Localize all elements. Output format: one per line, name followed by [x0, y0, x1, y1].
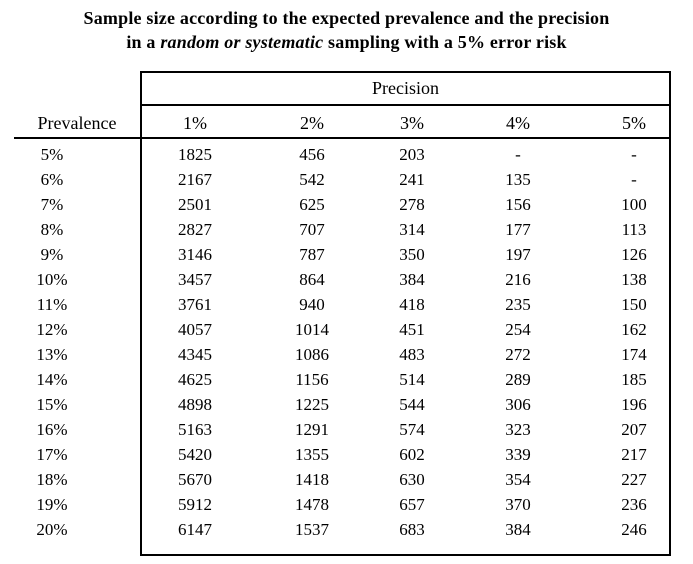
sample-size-cell: 236 [621, 495, 647, 514]
table-row [0, 267, 693, 292]
sample-size-cell: 384 [505, 520, 531, 539]
table-top-border [140, 71, 671, 73]
column-header-4: 4% [506, 113, 530, 133]
sample-size-cell: 100 [621, 195, 647, 214]
sample-size-cell: 657 [399, 495, 425, 514]
prevalence-cell: 7% [40, 195, 64, 214]
prevalence-cell: 12% [36, 320, 68, 339]
table-row [0, 367, 693, 392]
prevalence-cell: 5% [40, 145, 64, 164]
sample-size-cell: 227 [621, 470, 647, 489]
sample-size-cell: 174 [621, 345, 647, 364]
prevalence-cell: 16% [36, 420, 68, 439]
sample-size-cell: 6147 [178, 520, 212, 539]
table-row [0, 167, 693, 192]
sample-size-cell: 113 [621, 220, 647, 239]
sample-size-cell: 241 [399, 170, 425, 189]
sample-size-cell: 306 [505, 395, 531, 414]
sample-size-cell: 625 [299, 195, 325, 214]
sample-size-cell: 272 [505, 345, 531, 364]
table-row [0, 142, 693, 167]
sample-size-cell: 1156 [295, 370, 329, 389]
table-row [0, 192, 693, 217]
table-row [0, 292, 693, 317]
sample-size-cell: 574 [399, 420, 425, 439]
sample-size-cell: 542 [299, 170, 325, 189]
sample-size-cell: 1825 [178, 145, 212, 164]
precision-group-header: Precision [372, 78, 439, 98]
sample-size-cell: 1225 [295, 395, 329, 414]
sample-size-cell: 1478 [295, 495, 329, 514]
sample-size-cell: 787 [299, 245, 325, 264]
sample-size-cell: 135 [505, 170, 531, 189]
title-line-2-prefix: in a [126, 32, 161, 52]
sample-size-cell: 483 [399, 345, 425, 364]
sample-size-cell: 203 [399, 145, 425, 164]
sample-size-cell: 5670 [178, 470, 212, 489]
sample-size-cell: 4057 [178, 320, 212, 339]
title-line-2 [0, 30, 693, 54]
sample-size-cell: 707 [299, 220, 325, 239]
sample-size-cell: - [631, 145, 637, 164]
title-line-1: Sample size according to the expected prevalence and the precision [83, 8, 610, 28]
column-header-5: 5% [622, 113, 646, 133]
sample-size-cell: 2827 [178, 220, 212, 239]
title-line-2-italic: random or systematic [160, 32, 324, 52]
sample-size-cell: 544 [399, 395, 425, 414]
prevalence-column-header: Prevalence [37, 113, 117, 133]
table-row [0, 342, 693, 367]
sample-size-cell: 1086 [295, 345, 329, 364]
sample-size-cell: 254 [505, 320, 531, 339]
sample-size-cell: 630 [399, 470, 425, 489]
sample-size-cell: 278 [399, 195, 425, 214]
table-bottom-border [140, 554, 671, 556]
sample-size-cell: 683 [399, 520, 425, 539]
precision-header-divider [140, 104, 671, 106]
sample-size-cell: 197 [505, 245, 531, 264]
sample-size-cell: 3761 [178, 295, 212, 314]
sample-size-cell: 602 [399, 445, 425, 464]
sample-size-cell: 207 [621, 420, 647, 439]
sample-size-cell: - [515, 145, 521, 164]
prevalence-cell: 9% [40, 245, 64, 264]
sample-size-cell: 196 [621, 395, 647, 414]
sample-size-cell: 156 [505, 195, 531, 214]
prevalence-cell: 13% [36, 345, 68, 364]
sample-size-cell: 940 [299, 295, 325, 314]
sample-size-cell: 5420 [178, 445, 212, 464]
table-row [0, 442, 693, 467]
sample-size-cell: 864 [299, 270, 325, 289]
sample-size-cell: 314 [399, 220, 425, 239]
prevalence-cell: 11% [36, 295, 68, 314]
sample-size-cell: 451 [399, 320, 425, 339]
sample-size-cell: 418 [399, 295, 425, 314]
sample-size-cell: 5912 [178, 495, 212, 514]
sample-size-cell: 150 [621, 295, 647, 314]
sample-size-cell: 3146 [178, 245, 212, 264]
column-header-1: 1% [183, 113, 207, 133]
table-body [0, 142, 693, 542]
sample-size-cell: 185 [621, 370, 647, 389]
sample-size-cell: 5163 [178, 420, 212, 439]
sample-size-cell: 138 [621, 270, 647, 289]
table-row [0, 242, 693, 267]
table-row [0, 317, 693, 342]
table-row [0, 492, 693, 517]
table-row [0, 467, 693, 492]
prevalence-cell: 10% [36, 270, 68, 289]
sample-size-cell: 2167 [178, 170, 212, 189]
column-header-2: 2% [300, 113, 324, 133]
table-title [0, 6, 693, 54]
prevalence-cell: 15% [36, 395, 68, 414]
prevalence-cell: 8% [40, 220, 64, 239]
sample-size-cell: 217 [621, 445, 647, 464]
prevalence-cell: 6% [40, 170, 64, 189]
prevalence-cell: 14% [36, 370, 68, 389]
sample-size-cell: 1537 [295, 520, 329, 539]
sample-size-cell: 354 [505, 470, 531, 489]
prevalence-cell: 18% [36, 470, 68, 489]
sample-size-cell: 216 [505, 270, 531, 289]
sample-size-cell: 1014 [295, 320, 329, 339]
sample-size-cell: 339 [505, 445, 531, 464]
sample-size-cell: 4898 [178, 395, 212, 414]
column-header-divider [14, 137, 671, 139]
sample-size-cell: 162 [621, 320, 647, 339]
sample-size-cell: 1418 [295, 470, 329, 489]
table-row [0, 517, 693, 542]
sample-size-cell: 350 [399, 245, 425, 264]
sample-size-cell: 177 [505, 220, 531, 239]
sample-size-cell: 246 [621, 520, 647, 539]
title-line-2-suffix: sampling with a 5% error risk [323, 32, 567, 52]
sample-size-cell: 2501 [178, 195, 212, 214]
sample-size-cell: 4345 [178, 345, 212, 364]
sample-size-cell: 3457 [178, 270, 212, 289]
sample-size-cell: 1355 [295, 445, 329, 464]
sample-size-cell: 4625 [178, 370, 212, 389]
sample-size-cell: 289 [505, 370, 531, 389]
sample-size-cell: 323 [505, 420, 531, 439]
sample-size-cell: 370 [505, 495, 531, 514]
sample-size-cell: 456 [299, 145, 325, 164]
sample-size-cell: 1291 [295, 420, 329, 439]
sample-size-cell: 514 [399, 370, 425, 389]
table-row [0, 392, 693, 417]
prevalence-cell: 20% [36, 520, 68, 539]
sample-size-cell: 126 [621, 245, 647, 264]
sample-size-cell: 235 [505, 295, 531, 314]
prevalence-cell: 19% [36, 495, 68, 514]
column-header-3: 3% [400, 113, 424, 133]
table-row [0, 417, 693, 442]
table-row [0, 217, 693, 242]
sample-size-cell: 384 [399, 270, 425, 289]
sample-size-cell: - [631, 170, 637, 189]
prevalence-cell: 17% [36, 445, 68, 464]
